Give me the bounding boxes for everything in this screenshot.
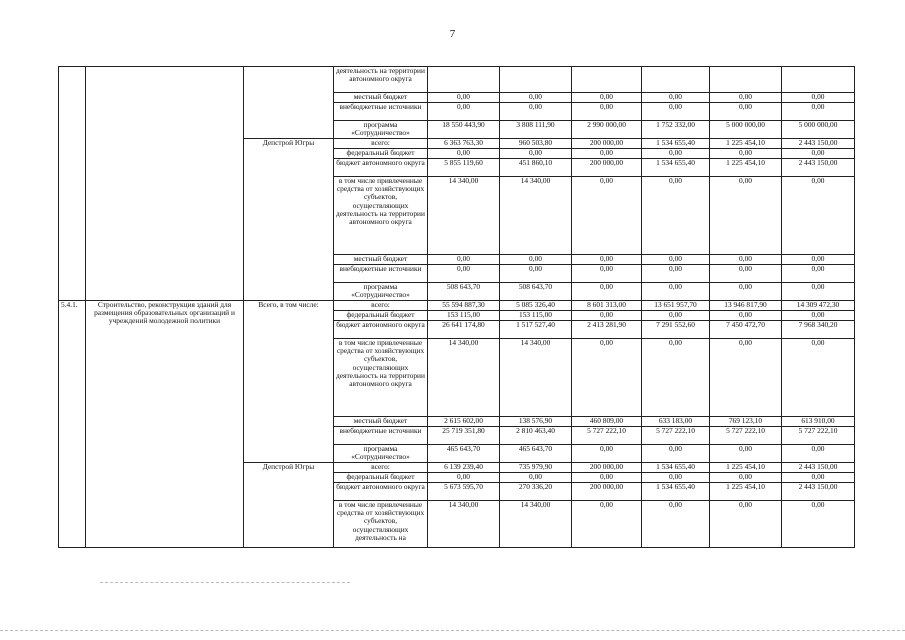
amount-cell: 0,00	[782, 255, 855, 265]
executor-cell: Депстрой Югры	[244, 139, 334, 301]
amount-cell: 0,00	[572, 177, 642, 255]
amount-cell: 0,00	[642, 177, 710, 255]
amount-cell: 0,00	[710, 149, 782, 159]
amount-cell: 8 601 313,00	[572, 301, 642, 311]
amount-cell: 1 225 454,10	[710, 139, 782, 149]
funding-source-cell: бюджет автономного округа	[334, 321, 428, 339]
amount-cell: 0,00	[642, 149, 710, 159]
amount-cell: 0,00	[710, 177, 782, 255]
amount-cell: 460 809,00	[572, 417, 642, 427]
funding-source-cell: всего:	[334, 463, 428, 473]
amount-cell: 0,00	[428, 93, 500, 103]
amount-cell: 200 000,00	[572, 159, 642, 177]
amount-cell: 0,00	[428, 473, 500, 483]
amount-cell: 0,00	[572, 103, 642, 121]
funding-source-cell: местный бюджет	[334, 255, 428, 265]
amount-cell: 0,00	[572, 283, 642, 301]
amount-cell: 0,00	[572, 445, 642, 463]
amount-cell: 0,00	[428, 265, 500, 283]
amount-cell: 0,00	[500, 93, 572, 103]
amount-cell: 5 727 222,10	[782, 427, 855, 445]
amount-cell: 5 727 222,10	[572, 427, 642, 445]
amount-cell: 0,00	[428, 149, 500, 159]
amount-cell: 0,00	[642, 265, 710, 283]
executor-cell: Депстрой Югры	[244, 463, 334, 548]
item-number-cell: 5.4.1.	[59, 301, 86, 463]
amount-cell: 0,00	[710, 311, 782, 321]
funding-source-cell: внебюджетные источники	[334, 103, 428, 121]
amount-cell: 153 115,00	[500, 311, 572, 321]
amount-cell: 0,00	[642, 93, 710, 103]
amount-cell: 0,00	[572, 339, 642, 417]
amount-cell: 5 000 000,00	[710, 121, 782, 139]
amount-cell: 25 719 351,80	[428, 427, 500, 445]
table-row	[59, 301, 855, 311]
amount-cell: 14 340,00	[428, 501, 500, 548]
amount-cell	[710, 67, 782, 93]
amount-cell: 55 594 887,30	[428, 301, 500, 311]
funding-source-cell: бюджет автономного округа	[334, 483, 428, 501]
amount-cell: 0,00	[710, 103, 782, 121]
table-row	[59, 139, 855, 149]
amount-cell: 0,00	[572, 255, 642, 265]
amount-cell: 0,00	[782, 311, 855, 321]
item-name-cell	[86, 67, 244, 139]
amount-cell: 0,00	[782, 339, 855, 417]
executor-cell: Всего, в том числе:	[244, 301, 334, 463]
amount-cell: 0,00	[710, 339, 782, 417]
amount-cell: 0,00	[428, 255, 500, 265]
funding-source-cell: программа «Сотрудничество»	[334, 283, 428, 301]
amount-cell: 2 615 602,00	[428, 417, 500, 427]
amount-cell: 0,00	[642, 339, 710, 417]
amount-cell	[500, 67, 572, 93]
amount-cell: 18 550 443,90	[428, 121, 500, 139]
amount-cell: 14 340,00	[500, 339, 572, 417]
amount-cell: 0,00	[782, 283, 855, 301]
item-name-cell	[86, 139, 244, 301]
amount-cell: 0,00	[500, 473, 572, 483]
amount-cell: 1 534 655,40	[642, 139, 710, 149]
amount-cell: 0,00	[500, 149, 572, 159]
amount-cell: 0,00	[572, 93, 642, 103]
funding-source-cell: всего:	[334, 139, 428, 149]
amount-cell: 13 651 957,70	[642, 301, 710, 311]
funding-source-cell: в том числе привлеченные средства от хозяйствующих субъектов, осуществляющих деятельность на территории автономного округа	[334, 177, 428, 255]
amount-cell: 0,00	[500, 255, 572, 265]
amount-cell: 1 534 655,40	[642, 483, 710, 501]
amount-cell: 5 000 000,00	[782, 121, 855, 139]
table-row	[59, 67, 855, 93]
amount-cell: 0,00	[710, 283, 782, 301]
funding-source-cell: бюджет автономного округа	[334, 159, 428, 177]
amount-cell: 0,00	[572, 265, 642, 283]
amount-cell: 0,00	[572, 149, 642, 159]
page-number: 7	[449, 28, 456, 40]
funding-source-cell: программа «Сотрудничество»	[334, 445, 428, 463]
amount-cell: 960 503,80	[500, 139, 572, 149]
amount-cell: 0,00	[500, 265, 572, 283]
amount-cell: 14 340,00	[428, 339, 500, 417]
amount-cell: 0,00	[710, 265, 782, 283]
amount-cell: 5 727 222,10	[710, 427, 782, 445]
amount-cell: 613 910,00	[782, 417, 855, 427]
funding-source-cell: федеральный бюджет	[334, 473, 428, 483]
amount-cell	[642, 67, 710, 93]
table-row	[59, 463, 855, 473]
amount-cell: 14 340,00	[500, 177, 572, 255]
amount-cell: 1 752 332,00	[642, 121, 710, 139]
amount-cell: 7 968 340,20	[782, 321, 855, 339]
amount-cell: 0,00	[782, 149, 855, 159]
funding-source-cell: федеральный бюджет	[334, 311, 428, 321]
amount-cell: 508 643,70	[428, 283, 500, 301]
amount-cell: 200 000,00	[572, 483, 642, 501]
amount-cell: 451 860,10	[500, 159, 572, 177]
funding-source-cell: деятельность на территории автономного округа	[334, 67, 428, 93]
executor-cell	[244, 67, 334, 139]
amount-cell	[572, 67, 642, 93]
amount-cell: 7 450 472,70	[710, 321, 782, 339]
amount-cell: 153 115,00	[428, 311, 500, 321]
amount-cell: 2 810 463,40	[500, 427, 572, 445]
amount-cell: 0,00	[642, 473, 710, 483]
funding-source-cell: в том числе привлеченные средства от хозяйствующих субъектов, осуществляющих деятельность на территории автономного округа	[334, 339, 428, 417]
amount-cell: 6 363 763,30	[428, 139, 500, 149]
amount-cell: 0,00	[710, 93, 782, 103]
amount-cell: 14 340,00	[500, 501, 572, 548]
amount-cell: 2 990 000,00	[572, 121, 642, 139]
amount-cell: 3 808 111,90	[500, 121, 572, 139]
funding-source-cell: федеральный бюджет	[334, 149, 428, 159]
item-number-cell	[59, 139, 86, 301]
amount-cell: 5 085 326,40	[500, 301, 572, 311]
amount-cell: 0,00	[642, 501, 710, 548]
amount-cell: 1 534 655,40	[642, 159, 710, 177]
amount-cell: 2 443 150,00	[782, 139, 855, 149]
amount-cell: 0,00	[782, 177, 855, 255]
amount-cell: 0,00	[710, 501, 782, 548]
budget-table	[58, 66, 855, 548]
amount-cell: 633 183,00	[642, 417, 710, 427]
funding-source-cell: внебюджетные источники	[334, 427, 428, 445]
amount-cell: 0,00	[642, 311, 710, 321]
scan-artifact-line	[100, 582, 350, 583]
funding-source-cell: всего:	[334, 301, 428, 311]
amount-cell: 1 225 454,10	[710, 159, 782, 177]
amount-cell: 2 443 150,00	[782, 159, 855, 177]
amount-cell: 769 123,10	[710, 417, 782, 427]
funding-source-cell: внебюджетные источники	[334, 265, 428, 283]
item-number-cell	[59, 463, 86, 548]
amount-cell: 0,00	[782, 265, 855, 283]
amount-cell: 0,00	[572, 311, 642, 321]
amount-cell: 0,00	[428, 103, 500, 121]
amount-cell: 0,00	[782, 103, 855, 121]
amount-cell: 0,00	[642, 103, 710, 121]
amount-cell: 26 641 174,80	[428, 321, 500, 339]
amount-cell: 2 443 150,00	[782, 463, 855, 473]
amount-cell: 0,00	[782, 445, 855, 463]
amount-cell: 200 000,00	[572, 139, 642, 149]
budget-table-body	[59, 67, 855, 548]
amount-cell: 200 000,00	[572, 463, 642, 473]
amount-cell: 14 309 472,30	[782, 301, 855, 311]
scan-artifact-line	[0, 630, 905, 631]
amount-cell	[782, 67, 855, 93]
amount-cell: 1 517 527,40	[500, 321, 572, 339]
amount-cell: 0,00	[710, 473, 782, 483]
funding-source-cell: в том числе привлеченные средства от хозяйствующих субъектов, осуществляющих деятельность на	[334, 501, 428, 548]
amount-cell	[428, 67, 500, 93]
amount-cell: 6 139 239,40	[428, 463, 500, 473]
amount-cell: 5 855 119,60	[428, 159, 500, 177]
funding-source-cell: местный бюджет	[334, 93, 428, 103]
amount-cell: 0,00	[782, 93, 855, 103]
amount-cell: 138 576,90	[500, 417, 572, 427]
funding-source-cell: программа «Сотрудничество»	[334, 121, 428, 139]
amount-cell: 2 443 150,00	[782, 483, 855, 501]
amount-cell: 270 336,20	[500, 483, 572, 501]
amount-cell: 0,00	[782, 501, 855, 548]
amount-cell: 1 534 655,40	[642, 463, 710, 473]
amount-cell: 5 727 222,10	[642, 427, 710, 445]
amount-cell: 1 225 454,10	[710, 483, 782, 501]
amount-cell: 0,00	[710, 445, 782, 463]
amount-cell: 465 643,70	[428, 445, 500, 463]
amount-cell: 0,00	[572, 501, 642, 548]
amount-cell: 0,00	[572, 473, 642, 483]
amount-cell: 13 946 817,90	[710, 301, 782, 311]
amount-cell: 7 291 552,60	[642, 321, 710, 339]
funding-source-cell: местный бюджет	[334, 417, 428, 427]
amount-cell: 1 225 454,10	[710, 463, 782, 473]
amount-cell: 0,00	[642, 255, 710, 265]
item-name-cell: Строительство, реконструкция зданий для размещения образовательных организаций и учреждений молодежной политики	[86, 301, 244, 463]
amount-cell: 735 979,90	[500, 463, 572, 473]
amount-cell: 0,00	[642, 283, 710, 301]
item-name-cell	[86, 463, 244, 548]
amount-cell: 0,00	[500, 103, 572, 121]
amount-cell: 5 673 595,70	[428, 483, 500, 501]
amount-cell: 465 643,70	[500, 445, 572, 463]
amount-cell: 508 643,70	[500, 283, 572, 301]
amount-cell: 0,00	[642, 445, 710, 463]
amount-cell: 2 413 281,90	[572, 321, 642, 339]
amount-cell: 14 340,00	[428, 177, 500, 255]
item-number-cell	[59, 67, 86, 139]
amount-cell: 0,00	[782, 473, 855, 483]
amount-cell: 0,00	[710, 255, 782, 265]
